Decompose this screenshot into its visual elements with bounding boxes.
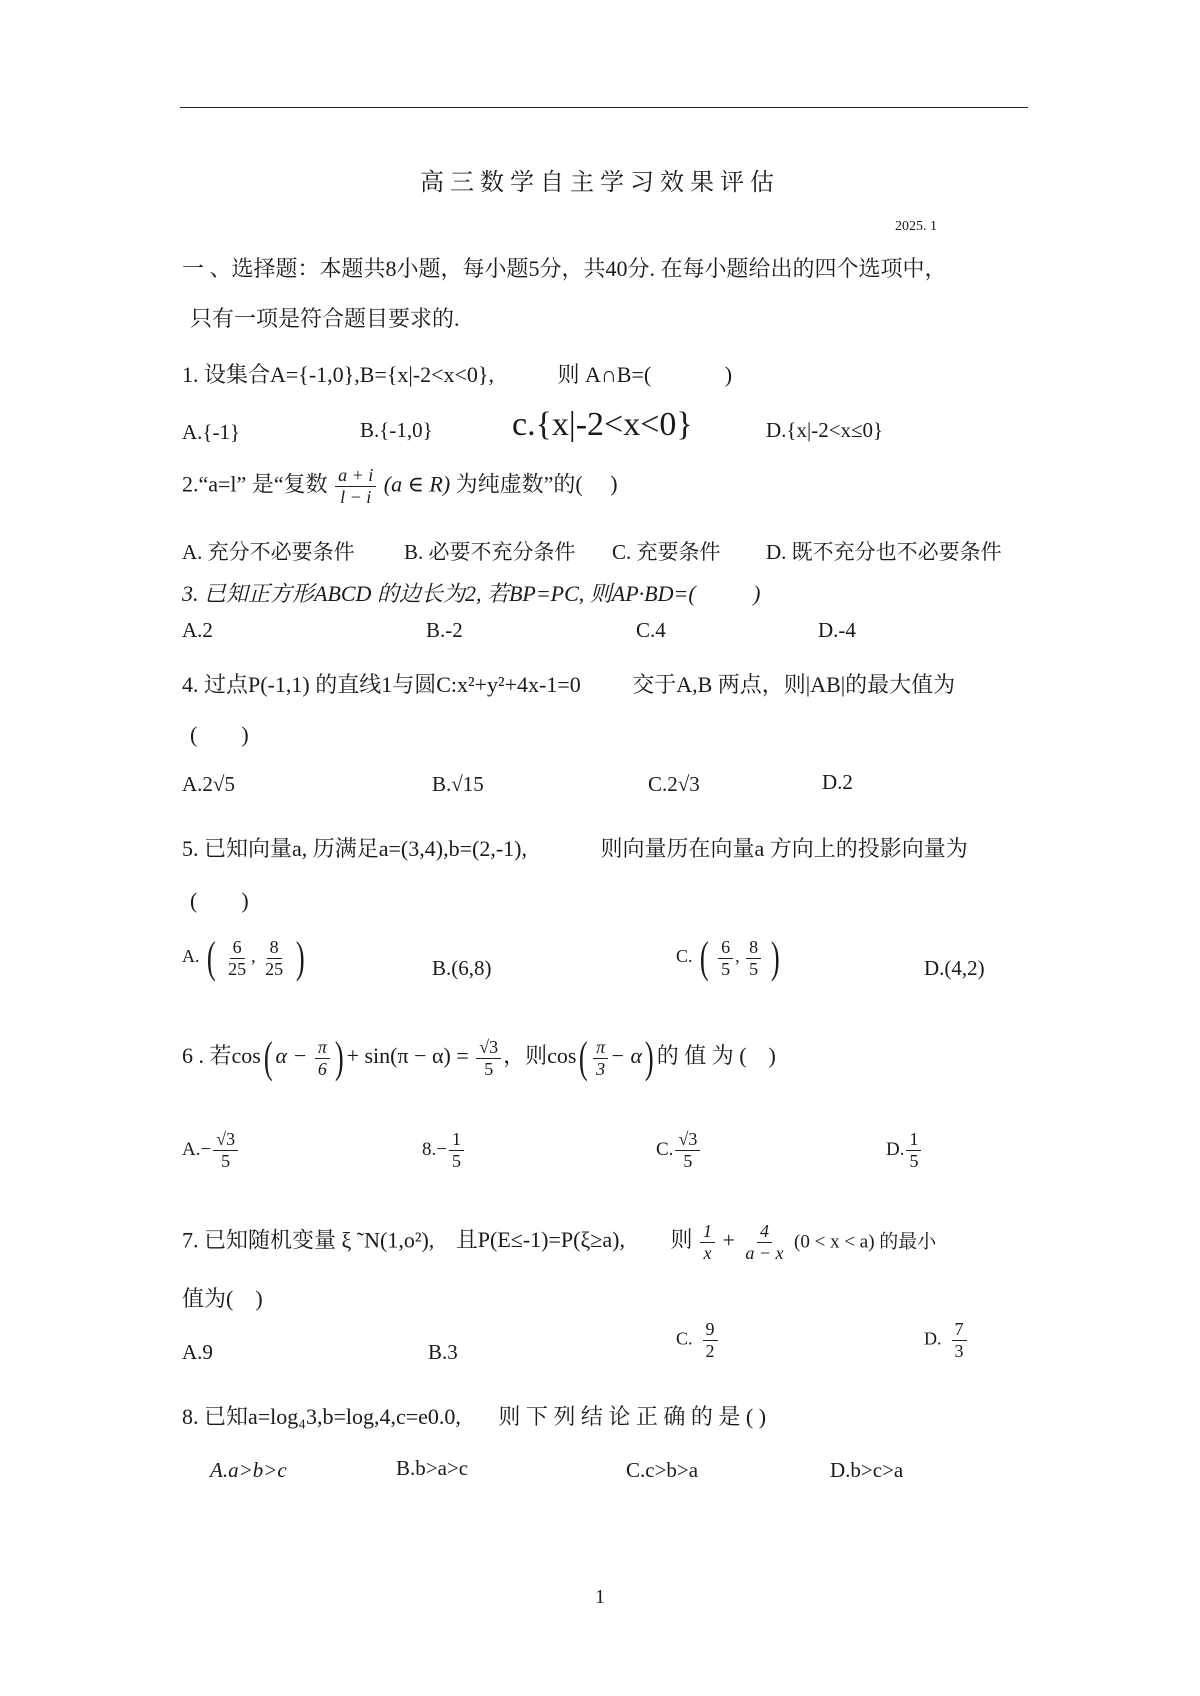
q5-option-c-label: C. <box>676 946 693 967</box>
q3-stem <box>182 577 760 608</box>
q2-fraction <box>335 466 376 507</box>
q6-d-frac: $\frac{1}{5}$ <box>906 1130 921 1171</box>
q8-stem-question: 则 下 列 结 论 正 确 的 是 ( ) <box>498 1404 767 1429</box>
q4-stem <box>182 668 955 699</box>
exam-date: 2025. 1 <box>895 219 937 234</box>
q2-option-b: B. 必要不充分条件 <box>404 540 576 564</box>
q6-frac-sqrt3-5: $\frac{√3}{5}$ <box>476 1038 501 1079</box>
q6-option-b: 8.− $\frac{1}{5}$ <box>422 1130 466 1171</box>
q4-stem-question: 交于A,B 两点，则|AB|的最大值为 <box>632 672 956 697</box>
q2-stem: 2.“a=l” 是“复数 $\frac{a + i}{l - i}$ (a ∈ R) 为纯虚数”的( ) <box>182 465 618 507</box>
q2-option-d: D. 既不充分也不必要条件 <box>766 540 1002 564</box>
q8-option-b: B.b>a>c <box>396 1456 469 1480</box>
q8-option-d: D.b>c>a <box>830 1458 904 1482</box>
q8-stem <box>182 1400 766 1431</box>
q3-option-c: C.4 <box>636 618 666 642</box>
q5-option-a: A. ( $\frac{6}{25}$ , $\frac{8}{25}$ ) <box>182 933 305 982</box>
section-heading-line2: 只有一项是符合题目要求的. <box>190 306 460 331</box>
page-title: 高三数学自主学习效果评估 <box>420 170 780 196</box>
q7-c-frac: $\frac{9}{2}$ <box>703 1320 718 1361</box>
q2-condition: a ∈ R <box>391 471 443 497</box>
q5-c-frac1: $\frac{6}{5}$ <box>718 938 733 979</box>
q7-condition: (0 < x < a) 的最小 <box>794 1231 937 1253</box>
q8-stem-values: 8. 已知a=log₄3,b=log,4,c=e0.0, <box>182 1404 461 1429</box>
q6-stem-pre: 6 . 若cos <box>182 1043 261 1069</box>
q8-option-a: A.a>b>c <box>210 1458 287 1482</box>
q3-stem-text: 3. 已知正方形ABCD 的边长为2, 若BP=PC, 则AP·BD=( <box>182 581 696 606</box>
q3-option-d: D.-4 <box>818 618 856 642</box>
q1-stem-set: 1. 设集合A={-1,0},B={x|-2<x<0}, <box>182 362 494 387</box>
q2-stem-post: 为纯虚数”的( <box>455 471 583 497</box>
q4-paren: ( ) <box>190 722 249 747</box>
q5-option-d: D.(4,2) <box>924 956 985 980</box>
q2-fraction-num: a + i <box>335 466 376 487</box>
q8-option-c: C.c>b>a <box>626 1458 699 1482</box>
q7-stem-prob: 且P(E≤-1)=P(ξ≥a), <box>455 1227 625 1253</box>
q2-stem-close: ) <box>610 471 618 497</box>
q6-frac-pi6: $\frac{\pi}{6}$ <box>315 1038 330 1079</box>
header-rule <box>180 107 1028 108</box>
q7-stem: 7. 已知随机变量 ξ ˜N(1,o²), 且P(E≤-1)=P(ξ≥a), 则 $\frac{1}{x}$ + $\frac{4}{a - x}$ (0 < x < a) 的最小 <box>182 1221 937 1263</box>
q6-option-c: C. $\frac{√3}{5}$ <box>656 1130 702 1171</box>
section-heading-line1: 一 、选择题：本题共8小题，每小题5分，共40分. 在每小题给出的四个选项中， <box>182 256 947 281</box>
q6-option-d: D. $\frac{1}{5}$ <box>886 1130 923 1171</box>
q4-option-a: A.2√5 <box>182 772 235 796</box>
q3-stem-close: ) <box>753 581 761 606</box>
q7-option-d: D. $\frac{7}{3}$ <box>924 1320 969 1361</box>
q7-frac2: $\frac{4}{a - x}$ <box>745 1221 784 1263</box>
q2-option-a: A. 充分不必要条件 <box>182 540 355 564</box>
q7-option-a: A.9 <box>182 1340 213 1364</box>
q6-stem: 6 . 若cos( α − $\frac{\pi}{6}$ ) + sin(π − α) = $\frac{√3}{5}$ ，则cos( $\frac{\pi}{3}$ − α) 的 值 为 ( ) <box>182 1033 776 1082</box>
q5-paren: ( ) <box>190 888 249 913</box>
q2-stem-pre: 2.“a=l” 是“复数 <box>182 471 328 497</box>
q1-option-b: B.{-1,0} <box>360 418 433 442</box>
q1-stem <box>182 358 732 389</box>
q7-option-c: C. $\frac{9}{2}$ <box>676 1320 720 1361</box>
q5-a-frac2: $\frac{8}{25}$ <box>265 936 284 979</box>
q7-option-b: B.3 <box>428 1340 458 1364</box>
q7-d-frac: $\frac{7}{3}$ <box>952 1320 967 1361</box>
q5-stem-vectors: 5. 已知向量a, 历满足a=(3,4),b=(2,-1), <box>182 836 527 861</box>
q6-sin-term: + sin(π − α) = <box>346 1043 469 1069</box>
q6-b-frac: $\frac{1}{5}$ <box>449 1130 464 1171</box>
q2-option-c: C. 充要条件 <box>612 540 721 564</box>
page-number: 1 <box>595 1586 605 1608</box>
q6-then: ，则cos <box>503 1043 577 1069</box>
q5-stem-question: 则向量历在向量a 方向上的投影向量为 <box>600 836 968 861</box>
q1-option-d: D.{x|-2<x≤0} <box>766 418 884 442</box>
q5-c-frac2: $\frac{8}{5}$ <box>746 938 761 979</box>
q1-option-a: A.{-1} <box>182 420 241 444</box>
q6-stem-post: 的 值 为 ( ) <box>656 1043 776 1069</box>
q5-option-c: C. ( $\frac{6}{5}$ , $\frac{8}{5}$ ) <box>676 933 780 982</box>
q6-c-frac: $\frac{√3}{5}$ <box>675 1130 700 1171</box>
q4-option-d: D.2 <box>822 770 853 794</box>
q7-stem-variable: 7. 已知随机变量 ξ ˜N(1,o²), <box>182 1227 435 1253</box>
q6-option-a: A.− $\frac{√3}{5}$ <box>182 1130 240 1171</box>
q1-stem-close: ) <box>724 362 733 387</box>
q5-stem <box>182 832 968 863</box>
q1-stem-question: 则 A∩B=( <box>557 362 652 387</box>
q3-option-b: B.-2 <box>426 618 463 642</box>
q7-frac1: $\frac{1}{x}$ <box>700 1222 715 1263</box>
q3-option-a: A.2 <box>182 618 213 642</box>
q7-stem-then: 则 <box>670 1227 693 1253</box>
q2-fraction-den: l − i <box>340 486 372 507</box>
q6-a-frac: $\frac{√3}{5}$ <box>213 1130 238 1171</box>
q4-option-b: B.√15 <box>432 772 484 796</box>
q6-frac-pi3: $\frac{\pi}{3}$ <box>593 1038 608 1079</box>
q4-option-c: C.2√3 <box>648 772 700 796</box>
q4-stem-line: 4. 过点P(-1,1) 的直线1与圆C:x²+y²+4x-1=0 <box>182 672 581 697</box>
q1-option-c: c.{x|-2<x<0} <box>512 406 693 443</box>
q7-stem-line2: 值为( ) <box>182 1286 263 1311</box>
q5-a-frac1: $\frac{6}{25}$ <box>228 936 247 979</box>
q5-option-b: B.(6,8) <box>432 956 492 980</box>
q5-option-a-label: A. <box>182 946 200 967</box>
